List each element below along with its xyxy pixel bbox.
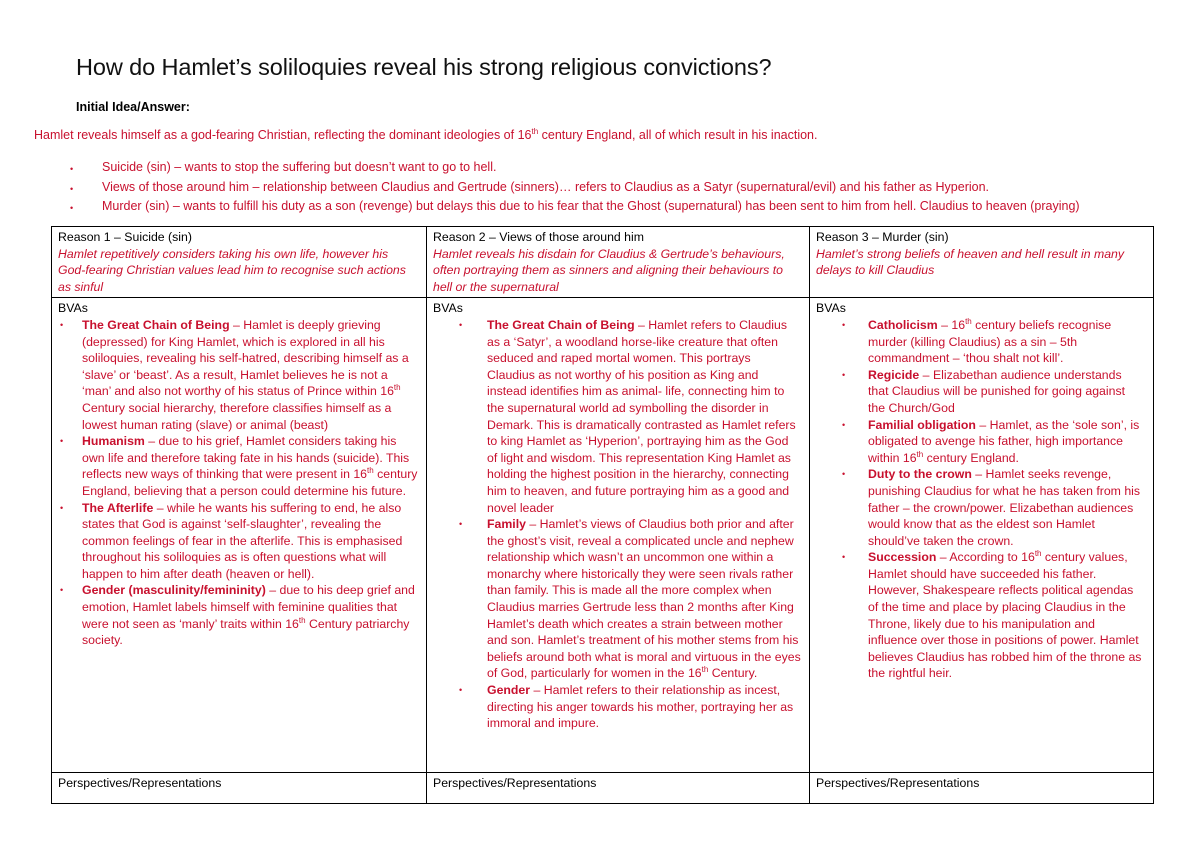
bva-cell [810, 298, 1154, 773]
bva-item [816, 466, 1145, 549]
idea-bullet-list [70, 160, 1080, 219]
bva-cell [52, 298, 427, 773]
bva-item [58, 582, 418, 648]
bva-list [433, 317, 801, 732]
reasons-table [51, 226, 1154, 804]
perspectives-cell [427, 773, 810, 804]
bva-item [433, 516, 801, 682]
bva-text: – According to 16 [936, 550, 1035, 565]
bva-list [58, 317, 418, 649]
bva-term: Humanism [82, 434, 145, 449]
bullet-icon: • [70, 203, 74, 213]
bva-item [433, 682, 801, 732]
bullet-icon: • [459, 519, 463, 530]
bva-text: – Hamlet refers to Claudius as a ‘Satyr’, a woodland horse-like creature that often seduced and raped mortal women. This portrays Claudius as not worthy of his position as King and instead identifies him as animal- life, connecting him to the supernatural world ad symbolling the disorder in Demark. This is dramatically contrasted as Hamlet refers to king Hamlet as ‘Hyperion’, portraying him as the God of light and wisdom. This representation King Hamlet as holding the highest position in the hierarchy, connecting him to heaven, and future portraying him as a good and novel leader [487, 317, 796, 515]
bullet-icon: • [60, 436, 64, 447]
bva-text-post: century values, Hamlet should have succeeded his father. However, Shakespeare reflects political agendas of the time and place by placing Claudius in the Throne, likely due to his manipulation and influence over those in positions of power. Hamlet believes Claudius has robbed him of the throne as the rightful heir. [868, 550, 1142, 681]
reason-title: Reason 1 – Suicide (sin) [58, 230, 192, 244]
bva-text: – Hamlet seeks revenge, punishing Claudius for what he has taken from his father – the crown/power. Elizabethan audiences would know that as the eldest son Hamlet should’ve taken the crown. [868, 467, 1141, 548]
answer-sup: th [531, 126, 539, 136]
perspectives-label: Perspectives/Representations [58, 776, 222, 791]
initial-idea-label: Initial Idea/Answer: [76, 100, 190, 114]
bva-label: BVAs [433, 301, 463, 316]
perspectives-label: Perspectives/Representations [816, 776, 980, 791]
perspectives-cell [810, 773, 1154, 804]
initial-answer [34, 128, 818, 142]
bva-text: – Hamlet is deeply grieving (depressed) for King Hamlet, which is explored in all his soliloquies, revealing his self-hatred, describing himself as a ‘slave’ or ‘beast’. As a result, Hamlet believes he is not a ‘man’ and also not worthy of his status of Prince within 16 [82, 317, 409, 399]
bva-text-post: Century patriarchy society. [82, 616, 410, 648]
bullet-icon: • [70, 183, 74, 194]
bva-text-post: Century. [708, 666, 758, 681]
bullet-icon: • [60, 502, 64, 513]
bva-text: – Elizabethan audience understands that Claudius will be punished for going against the Church/God [868, 367, 1126, 415]
bva-term: The Great Chain of Being [82, 317, 230, 332]
bva-term: Family [487, 517, 526, 532]
bva-label: BVAs [816, 301, 846, 316]
bva-term: Catholicism [868, 317, 938, 332]
bva-item [816, 417, 1145, 467]
bva-term: The Afterlife [82, 500, 154, 515]
bullet-icon: • [60, 319, 64, 330]
bva-sup: th [701, 665, 709, 675]
answer-text-post: century England, all of which result in his inaction. [538, 128, 818, 142]
idea-bullet-text: Suicide (sin) – wants to stop the suffering but doesn’t want to go to hell. [102, 160, 497, 174]
reason-cell [810, 227, 1154, 298]
bva-list [816, 317, 1145, 682]
bva-sup: th [916, 449, 924, 459]
bva-sup: th [367, 466, 374, 476]
bullet-icon: • [842, 552, 846, 563]
bva-item [58, 433, 418, 499]
reason-title: Reason 2 – Views of those around him [433, 230, 644, 244]
bva-text-post: century England, believing that a person could determine his future. [82, 467, 418, 498]
bva-item [816, 367, 1145, 417]
idea-bullet [70, 160, 1080, 180]
bullet-icon: • [842, 319, 846, 330]
page-title: How do Hamlet’s soliloquies reveal his strong religious convictions? [76, 54, 772, 80]
perspectives-row [52, 773, 1154, 804]
bva-text: – while he wants his suffering to end, he also states that God is against ‘self-slaughter’, revealing the common feelings of fear in the afterlife. This is emphasised throughout his soliloquies as is often questions what will happen to him after death (heaven or hell). [82, 500, 403, 581]
reason-title: Reason 3 – Murder (sin) [816, 230, 949, 244]
bva-text-post: Century social hierarchy, therefore classifies himself as a lowest human rating (slave) or animal (beast) [82, 400, 392, 432]
bva-item [816, 549, 1145, 682]
idea-bullet-text: Murder (sin) – wants to fulfill his duty as a son (revenge) but delays this due to his fear that the Ghost (supernatural) has been sent to him from hell. Claudius to heaven (praying) [102, 199, 1080, 213]
bva-text: – Hamlet refers to their relationship as incest, directing his anger towards his mother, portraying her as immoral and impure. [487, 683, 794, 731]
perspectives-label: Perspectives/Representations [433, 776, 597, 791]
bva-text: – due to his deep grief and emotion, Hamlet labels himself with feminine qualities that were not seen as ‘manly’ traits within 16 [82, 583, 415, 631]
bullet-icon: • [842, 369, 846, 380]
bva-term: Duty to the crown [868, 467, 972, 482]
bva-item [58, 500, 418, 583]
bva-sup: th [1034, 549, 1042, 559]
bva-label: BVAs [58, 301, 88, 316]
bva-term: Gender [487, 683, 531, 698]
bva-cell [427, 298, 810, 773]
bva-text: – 16 [937, 317, 966, 332]
bva-sup: th [298, 615, 306, 625]
reason-description: Hamlet’s strong beliefs of heaven and hell result in many delays to kill Claudius [816, 246, 1125, 278]
perspectives-cell [52, 773, 427, 804]
idea-bullet [70, 199, 1080, 219]
bva-term: Regicide [868, 367, 920, 382]
bva-sup: th [393, 383, 401, 393]
bullet-icon: • [842, 419, 846, 430]
reason-cell [52, 227, 427, 298]
reason-row [52, 227, 1154, 298]
bva-sup: th [965, 316, 972, 326]
bva-text: – Hamlet’s views of Claudius both prior and after the ghost’s visit, reveal a complicated uncle and nephew relationship which wasn’t an uncommon one within a monarchy where historically they were seen rivals rather than family. This is made all the more complex when Claudius marries Gertrude less than 2 months after King Hamlet’s death which creates a strain between mother and son. Hamlet’s treatment of his mother stems from his beliefs around both what is moral and virtuous in the eyes of God, particularly for women in the 16 [487, 517, 801, 681]
bullet-icon: • [459, 685, 463, 696]
idea-bullet [70, 180, 1080, 200]
bva-text: – due to his grief, Hamlet considers taking his own life and therefore taking fate in his hands (suicide). This reflects new ways of thinking that were present in 16 [82, 434, 410, 482]
bullet-icon: • [60, 585, 64, 596]
bva-term: Gender (masculinity/femininity) [82, 583, 266, 598]
bva-row [52, 298, 1154, 773]
reason-description: Hamlet repetitively considers taking his own life, however his God-fearing Christian values lead him to recognise such actions as sinful [58, 246, 406, 294]
bva-text: – Hamlet, as the ‘sole son’, is obligated to avenge his father, high importance within 16 [868, 417, 1140, 465]
bva-item [58, 317, 418, 433]
bullet-icon: • [842, 469, 846, 480]
bva-term: Familial obligation [868, 417, 976, 432]
answer-text-pre: Hamlet reveals himself as a god-fearing Christian, reflecting the dominant ideologies of 16 [34, 128, 532, 142]
bva-item [433, 317, 801, 516]
reason-cell [427, 227, 810, 298]
bva-text-post: century England. [923, 450, 1019, 465]
idea-bullet-text: Views of those around him – relationship between Claudius and Gertrude (sinners)… refers to Claudius as a Satyr (supernatural/evil) and his father as Hyperion. [102, 179, 990, 194]
reason-description: Hamlet reveals his disdain for Claudius & Gertrude’s behaviours, often portraying them as sinners and aligning their behaviours to hell or the supernatural [433, 246, 785, 294]
bva-term: Succession [868, 550, 937, 565]
bva-text-post: century beliefs recognise murder (killing Claudius) as a sin – 5th commandment – ‘thou shalt not kill’. [868, 317, 1112, 366]
bullet-icon: • [459, 319, 463, 330]
bullet-icon: • [70, 164, 74, 174]
bva-term: The Great Chain of Being [487, 317, 635, 332]
bva-item [816, 317, 1145, 367]
